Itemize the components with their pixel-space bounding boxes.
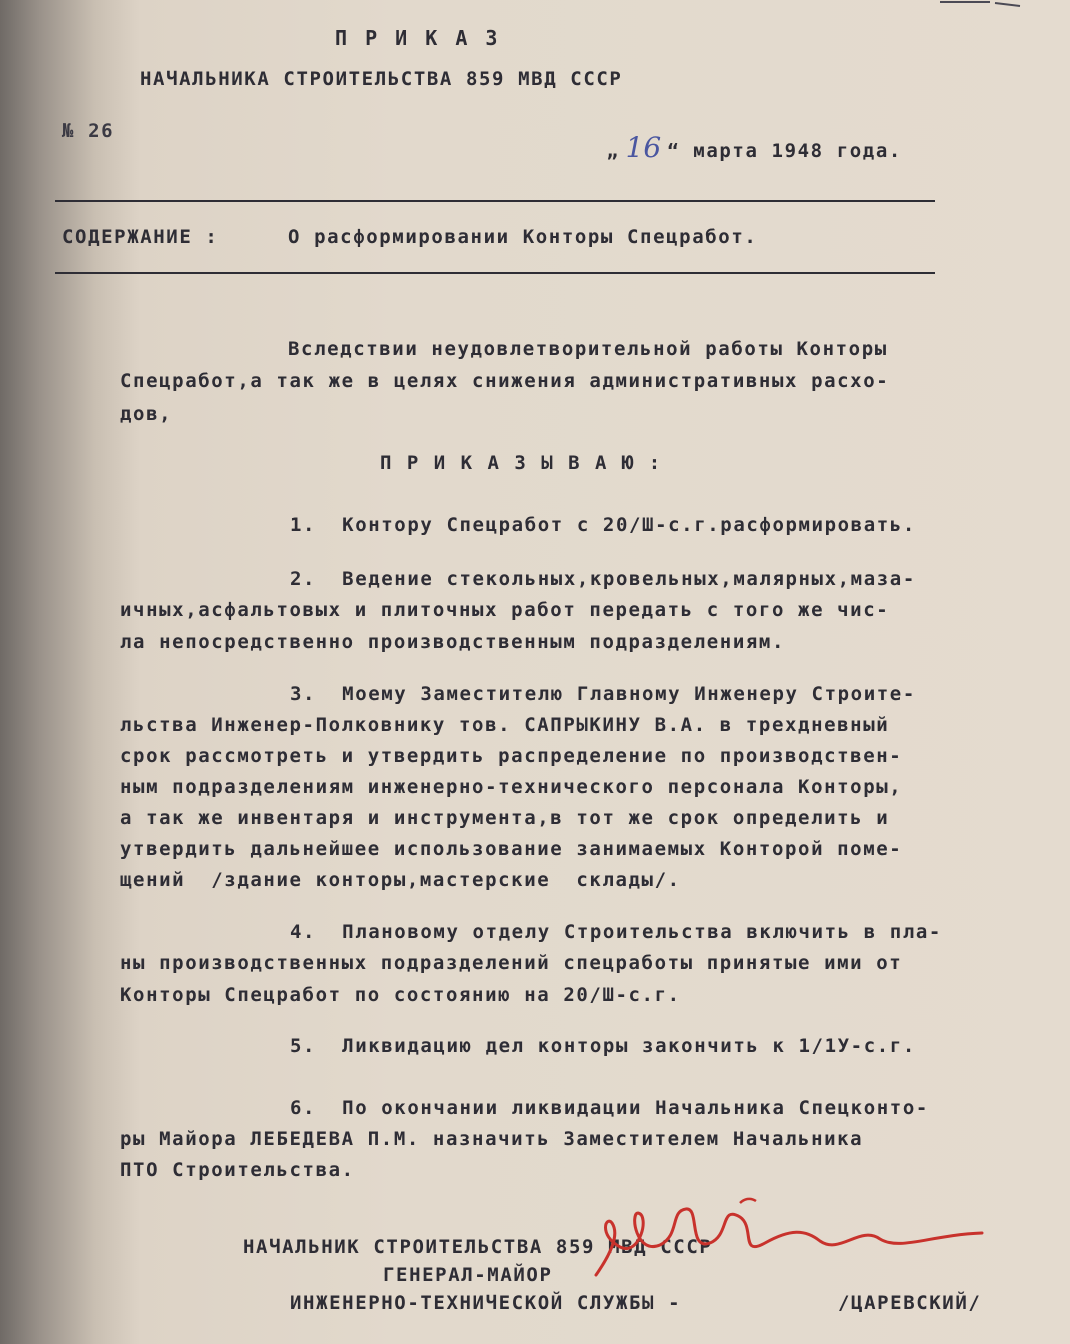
document-subtitle: НАЧАЛЬНИКА СТРОИТЕЛЬСТВА 859 МВД СССР <box>140 68 623 90</box>
subject-rule-top <box>55 200 935 202</box>
item-2-line-1: 2. Ведение стекольных,кровельных,малярных,маза- <box>290 568 916 590</box>
item-2-line-2: ичных,асфальтовых и плиточных работ передать с того же чис- <box>120 599 890 621</box>
subject-text: О расформировании Конторы Спецработ. <box>288 226 758 248</box>
order-word: П Р И К А З Ы В А Ю : <box>380 452 663 474</box>
document-title: П Р И К А З <box>335 26 501 50</box>
item-5-line-1: 5. Ликвидацию дел конторы закончить к 1/1У-с.г. <box>290 1035 916 1057</box>
item-3-line-6: утвердить дальнейшее использование занимаемых Конторой поме- <box>120 838 903 860</box>
signatory-title-line-3: ИНЖЕНЕРНО-ТЕХНИЧЕСКОЙ СЛУЖБЫ - <box>290 1292 682 1314</box>
signatory-title-line-2: ГЕНЕРАЛ-МАЙОР <box>383 1264 553 1286</box>
date-open-quote: „ <box>606 140 620 162</box>
item-3-line-2: льства Инженер-Полковнику тов. САПРЫКИНУ В.А. в трехдневный <box>120 714 890 736</box>
item-3-line-4: ным подразделениям инженерно-технического персонала Конторы, <box>120 776 903 798</box>
item-2-line-3: ла непосредственно производственным подразделениям. <box>120 631 785 653</box>
item-6-line-1: 6. По окончании ликвидации Начальника Спецконто- <box>290 1097 929 1119</box>
intro-line-3: дов, <box>120 403 173 425</box>
item-4-line-3: Конторы Спецработ по состоянию на 20/Ш-с.г. <box>120 984 681 1006</box>
date-day-handwritten: 16 <box>625 131 662 164</box>
signatory-title-line-1: НАЧАЛЬНИК СТРОИТЕЛЬСТВА 859 МВД СССР <box>243 1236 713 1258</box>
item-4-line-2: ны производственных подразделений спецработы принятые ими от <box>120 952 903 974</box>
document-date <box>568 112 902 183</box>
date-rest: “ марта 1948 года. <box>667 140 902 162</box>
corner-pencil-mark <box>920 0 1030 20</box>
item-3-line-3: срок рассмотреть и утвердить распределение по производствен- <box>120 745 903 767</box>
signatory-name: /ЦАРЕВСКИЙ/ <box>838 1292 982 1314</box>
item-3-line-5: а так же инвентаря и инструмента,в тот же срок определить и <box>120 807 890 829</box>
item-4-line-1: 4. Плановому отделу Строительства включить в пла- <box>290 921 942 943</box>
intro-line-1: Вследствии неудовлетворительной работы Конторы <box>288 338 888 360</box>
item-1-line-1: 1. Контору Спецработ с 20/Ш-с.г.расформировать. <box>290 514 916 536</box>
subject-label: СОДЕРЖАНИЕ : <box>62 226 219 248</box>
item-6-line-3: ПТО Строительства. <box>120 1159 355 1181</box>
handwritten-signature <box>590 1195 990 1305</box>
item-6-line-2: ры Майора ЛЕБЕДЕВА П.М. назначить Заместителем Начальника <box>120 1128 864 1150</box>
intro-line-2: Спецработ,а так же в целях снижения административных расхо- <box>120 370 890 392</box>
item-3-line-1: 3. Моему Заместителю Главному Инженеру Строите- <box>290 683 916 705</box>
subject-rule-bottom <box>55 272 935 274</box>
item-3-line-7: щений /здание конторы,мастерские склады/. <box>120 869 681 891</box>
order-number: № 26 <box>62 120 115 142</box>
